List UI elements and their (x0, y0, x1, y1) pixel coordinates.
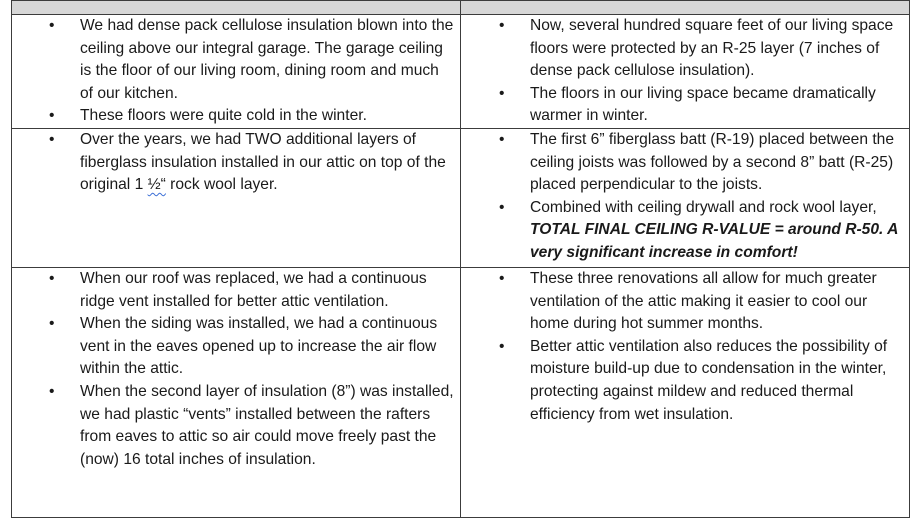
table-row (12, 15, 910, 129)
list-item: • We had dense pack cellulose insulation blown into the ceiling above our integral garage. The garage ceiling is the floor of our living room, dining room and much of our kitchen. (12, 15, 460, 105)
bullet-list (461, 268, 909, 426)
list-item-text: Combined with ceiling drywall and rock wool layer, (530, 198, 877, 216)
spellcheck-flagged-text[interactable]: ½“ (147, 176, 166, 194)
list-item-text: Over the years, we had TWO additional layers of fiberglass insulation installed in our attic on top of the original 1 (80, 131, 446, 194)
list-item-text: rock wool layer. (165, 176, 278, 194)
bullet-list (12, 15, 460, 128)
bullet-list (12, 268, 460, 471)
header-cell-left (12, 1, 461, 15)
table-row (12, 268, 910, 518)
list-item: • These floors were quite cold in the winter. (12, 105, 460, 128)
insulation-table (11, 0, 910, 518)
table-header-row (12, 1, 910, 15)
list-item: • When the siding was installed, we had a continuous vent in the eaves opened up to increase the air flow within the attic. (12, 313, 460, 381)
bullet-list (461, 15, 909, 128)
bullet-list (461, 129, 909, 265)
bullet-list (12, 129, 460, 197)
list-item: • Now, several hundred square feet of our living space floors were protected by an R-25 layer (7 inches of dense pack cellulose insulation). (461, 15, 909, 83)
table-row (12, 129, 910, 268)
table-cell-right (461, 129, 910, 268)
table-cell-left (12, 15, 461, 129)
table-cell-right (461, 268, 910, 518)
table-cell-left (12, 268, 461, 518)
list-item: • When our roof was replaced, we had a continuous ridge vent installed for better attic ventilation. (12, 268, 460, 313)
table-cell-left (12, 129, 461, 268)
list-item: • These three renovations all allow for much greater ventilation of the attic making it easier to cool our home during hot summer months. (461, 268, 909, 336)
list-item (461, 197, 909, 265)
list-item: • The floors in our living space became dramatically warmer in winter. (461, 83, 909, 128)
table-cell-right (461, 15, 910, 129)
list-item: • When the second layer of insulation (8”) was installed, we had plastic “vents” installed between the rafters from eaves to attic so air could move freely past the (now) 16 total inches of insulation. (12, 381, 460, 471)
header-cell-right (461, 1, 910, 15)
list-item (12, 129, 460, 197)
list-item: • Better attic ventilation also reduces the possibility of moisture build-up due to condensation in the winter, protecting against mildew and reduced thermal efficiency from wet insulation. (461, 336, 909, 426)
list-item: • The first 6” fiberglass batt (R-19) placed between the ceiling joists was followed by a second 8” batt (R-25) placed perpendicular to the joists. (461, 129, 909, 197)
emphasis-text: TOTAL FINAL CEILING R-VALUE = around R-50. A very significant increase in comfort! (530, 221, 898, 261)
